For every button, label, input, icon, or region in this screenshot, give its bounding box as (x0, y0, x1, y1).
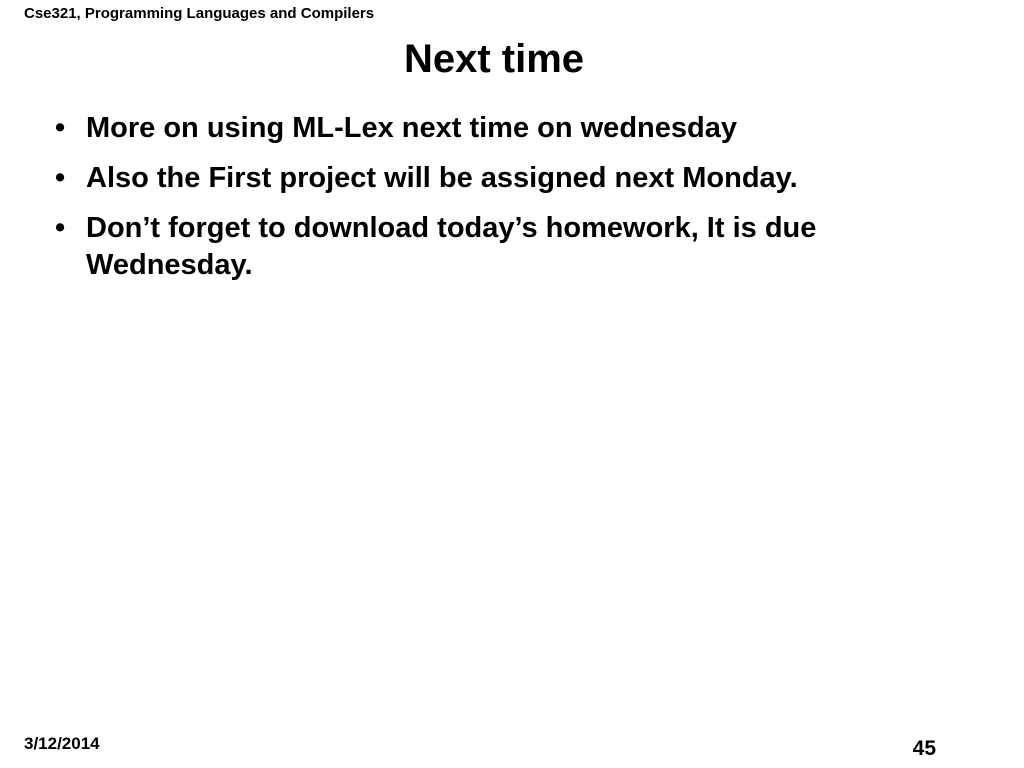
page-number: 45 (912, 737, 936, 760)
footer-date: 3/12/2014 (24, 734, 100, 753)
course-header: Cse321, Programming Languages and Compilers (24, 5, 375, 22)
bullet-item (55, 210, 975, 284)
bullet-dot-icon: • (55, 112, 66, 144)
bullet-list (55, 110, 975, 297)
bullet-text: Also the First project will be assigned next Monday. (86, 162, 798, 194)
bullet-text: Don’t forget to download today’s homework, It is due Wednesday. (86, 212, 817, 281)
bullet-item (55, 110, 975, 147)
slide-title: Next time (403, 37, 585, 81)
bullet-dot-icon: • (55, 212, 66, 244)
bullet-text: More on using ML-Lex next time on wednesday (86, 112, 737, 144)
bullet-item (55, 160, 975, 197)
bullet-dot-icon: • (55, 162, 66, 194)
